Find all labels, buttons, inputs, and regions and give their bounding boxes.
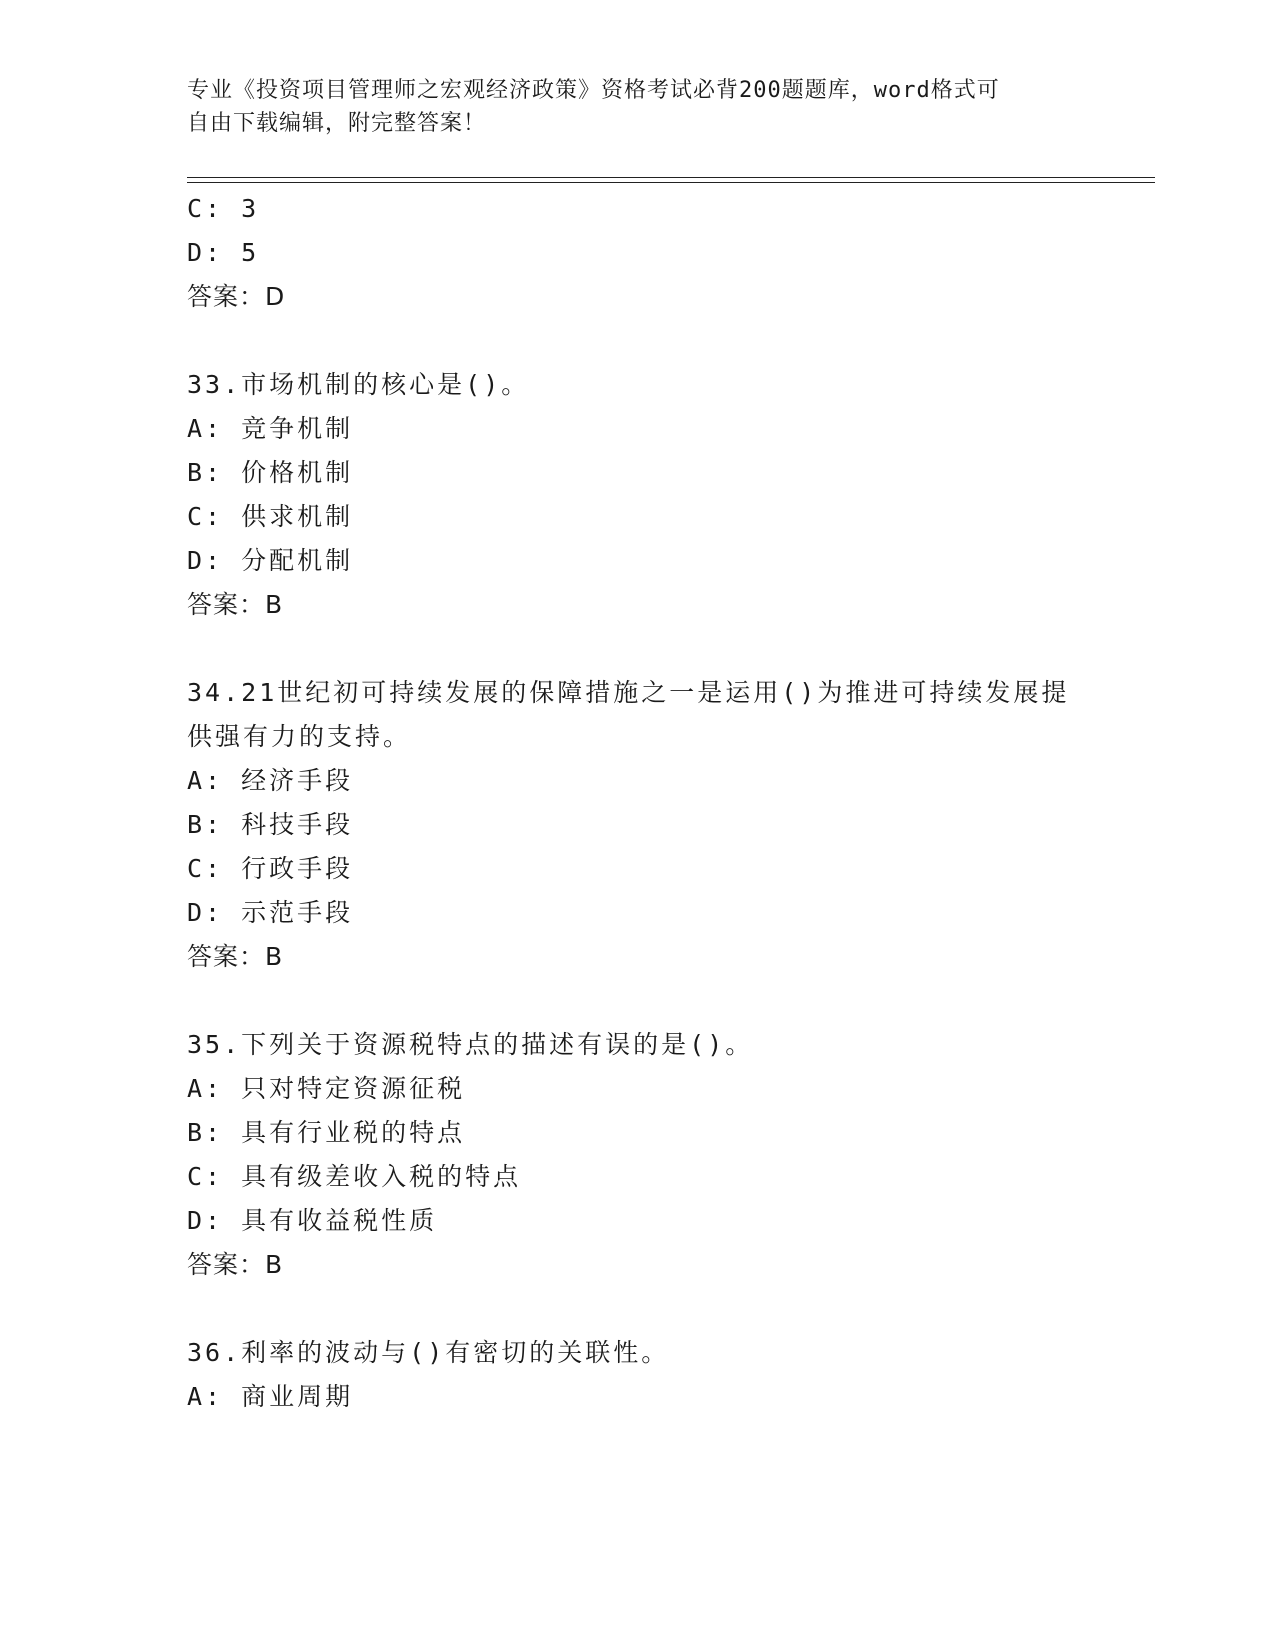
header-divider-bottom [187,182,1155,183]
option-c: C: 3 [187,194,260,223]
document-header [187,74,1067,140]
q33-option-b: B: 价格机制 [187,458,354,487]
q34-answer: 答案：B [187,942,284,971]
q33-option-a: A: 竞争机制 [187,414,354,443]
q33-option-d: D: 分配机制 [187,546,354,575]
q34-option-b: B: 科技手段 [187,810,354,839]
header-title-line-1: 专业《投资项目管理师之宏观经济政策》资格考试必背200题题库，word格式可 [187,78,1000,103]
q34-option-c: C: 行政手段 [187,854,354,883]
q35-option-a: A: 只对特定资源征税 [187,1074,466,1103]
option-d: D: 5 [187,238,260,267]
question-33: 33.市场机制的核心是()。 [187,370,530,399]
question-34-line-2: 供强有力的支持。 [187,722,412,751]
q34-option-a: A: 经济手段 [187,766,354,795]
header-divider-top [187,177,1155,178]
q33-answer: 答案：B [187,590,284,619]
answer-line: 答案：D [187,282,286,311]
q35-option-d: D: 具有收益税性质 [187,1206,438,1235]
q34-option-d: D: 示范手段 [187,898,354,927]
q35-option-c: C: 具有级差收入税的特点 [187,1162,522,1191]
q33-option-c: C: 供求机制 [187,502,354,531]
header-title-line-2: 自由下载编辑，附完整答案！ [187,111,487,136]
q35-answer: 答案：B [187,1250,284,1279]
question-34-line-1: 34.21世纪初可持续发展的保障措施之一是运用()为推进可持续发展提 [187,678,1070,707]
q36-option-a: A: 商业周期 [187,1382,354,1411]
question-36: 36.利率的波动与()有密切的关联性。 [187,1338,670,1367]
q35-option-b: B: 具有行业税的特点 [187,1118,466,1147]
question-35: 35.下列关于资源税特点的描述有误的是()。 [187,1030,754,1059]
